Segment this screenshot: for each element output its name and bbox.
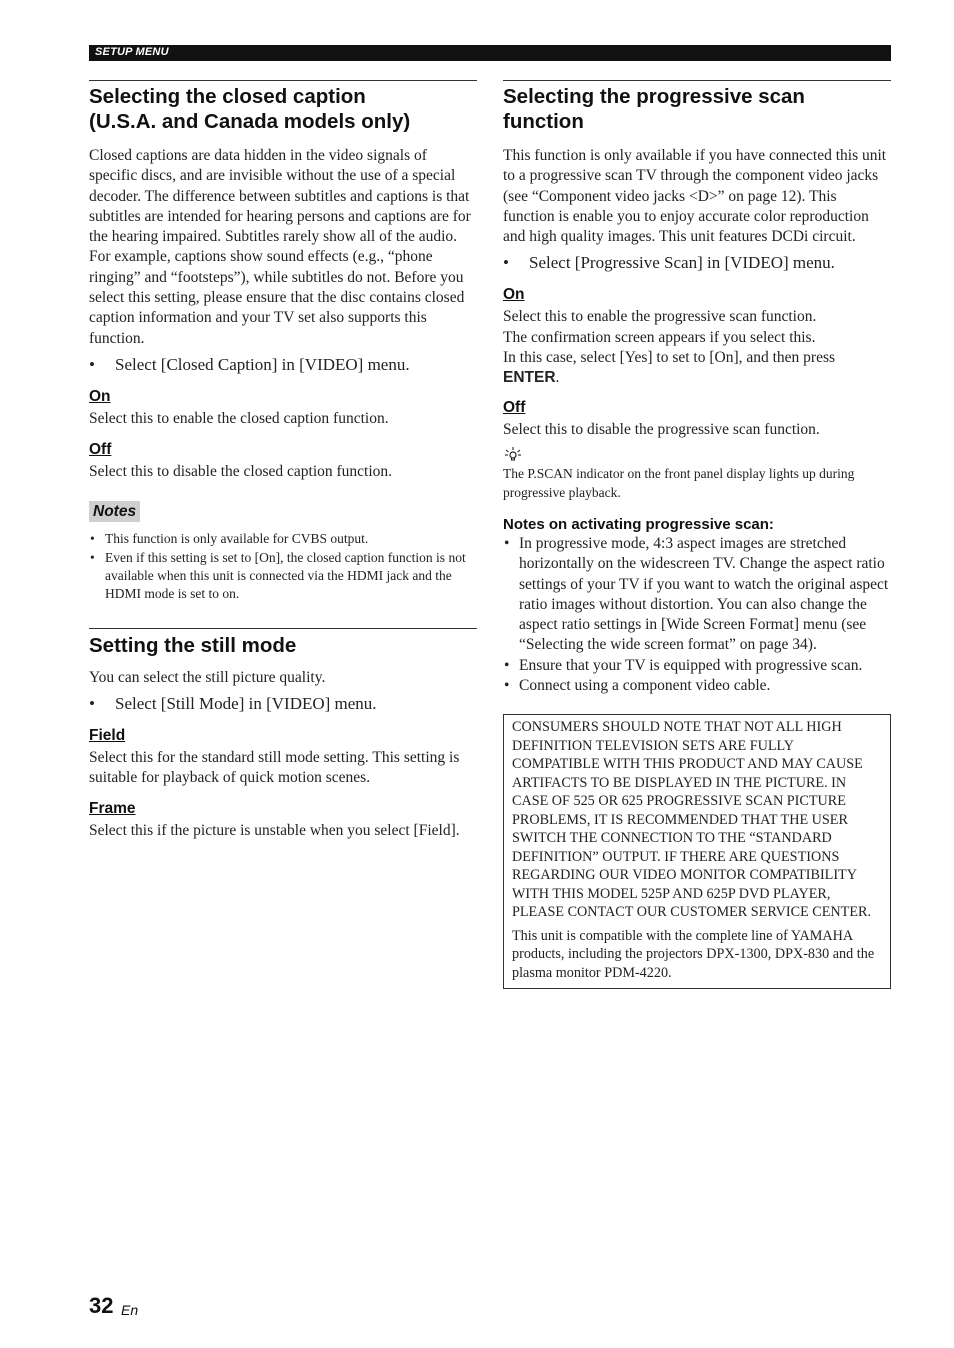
notes-label: Notes xyxy=(89,501,140,522)
still-mode-title: Setting the still mode xyxy=(89,633,297,657)
left-column xyxy=(89,80,477,842)
on-text-3: In this case, select [Yes] to set to [On], and then press xyxy=(503,349,836,367)
tip-icon xyxy=(503,446,891,462)
progressive-on-heading: On xyxy=(503,286,525,304)
field-text: Select this for the standard still mode setting. This setting is suitable for playback of quick motion scenes. xyxy=(89,748,460,787)
frame-heading: Frame xyxy=(89,800,136,818)
progressive-on-text-3 xyxy=(503,348,891,389)
frame-text: Select this if the picture is unstable when you select [Field]. xyxy=(89,822,460,840)
compatibility-notice-box xyxy=(503,714,891,989)
notes-block xyxy=(89,501,477,603)
note-text: In progressive mode, 4:3 aspect images are stretched horizontally on the widescreen TV. Change the aspect ratio settings of your TV if you want to watch the original aspect ratio images without distortion. You can also change the aspect ratio settings in [Wide Screen Format] menu (see “Selecting the wide screen format” on page 34). xyxy=(519,534,889,654)
notes-list xyxy=(89,530,477,603)
progressive-on-text-2: The confirmation screen appears if you select this. xyxy=(503,328,816,346)
on-text-period: . xyxy=(555,369,560,387)
closed-caption-on-heading: On xyxy=(89,387,111,405)
bullet-dot: • xyxy=(503,253,509,273)
bullet-dot: • xyxy=(89,354,95,374)
closed-caption-bullet xyxy=(89,354,477,376)
note-text: Connect using a component video cable. xyxy=(519,677,771,695)
bullet-dot: • xyxy=(89,693,95,713)
note-text: This function is only available for CVBS output. xyxy=(105,530,369,546)
progressive-scan-body: This function is only available if you have connected this unit to a progressive scan TV through the component video jacks (see “Component video jacks <D>” on page 12). This function is enable you to enjoy accurate color reproduction and high quality images. This unit features DCDi circuit. xyxy=(503,147,887,246)
still-mode-bullet xyxy=(89,693,477,715)
progressive-scan-title: Selecting the progressive scan function xyxy=(503,85,805,133)
note-text: Ensure that your TV is equipped with progressive scan. xyxy=(519,656,863,674)
list-item: • In progressive mode, 4:3 aspect images are stretched horizontally on the widescreen TV. Change the aspect ratio settings of your TV if you want to watch the original aspect ratio images without distortion. You can also change the aspect ratio settings in [Wide Screen Format] menu (see “Selecting the wide screen format” on page 34). xyxy=(504,534,889,654)
still-mode-intro: You can select the still picture quality. xyxy=(89,668,326,686)
closed-caption-section xyxy=(89,80,477,134)
closed-caption-bullet-text: Select [Closed Caption] in [VIDEO] menu. xyxy=(115,354,410,374)
page-number: 32 xyxy=(89,1293,114,1318)
field-heading: Field xyxy=(89,726,126,744)
progressive-notes-heading: Notes on activating progressive scan: xyxy=(503,515,774,533)
progressive-scan-section xyxy=(503,80,891,134)
note-text: Even if this setting is set to [On], the closed caption function is not available when this unit is connected via the HDMI jack and the HDMI mode is set to on. xyxy=(105,549,466,601)
list-item: • Even if this setting is set to [On], the closed caption function is not available when this unit is connected via the HDMI jack and the HDMI mode is set to on. xyxy=(90,549,466,601)
list-item: • This function is only available for CVBS output. xyxy=(90,530,369,546)
closed-caption-title: Selecting the closed caption (U.S.A. and Canada models only) xyxy=(89,85,411,133)
enter-key-label: ENTER xyxy=(503,369,556,387)
list-item: • Connect using a component video cable. xyxy=(504,677,771,695)
list-item: • Ensure that your TV is equipped with progressive scan. xyxy=(504,656,863,674)
progressive-on-text-1: Select this to enable the progressive scan function. xyxy=(503,308,817,326)
closed-caption-off-heading: Off xyxy=(89,441,112,459)
header-label: SETUP MENU xyxy=(95,46,169,58)
tip-text: The P.SCAN indicator on the front panel display lights up during progressive playback. xyxy=(503,465,855,500)
still-mode-bullet-text: Select [Still Mode] in [VIDEO] menu. xyxy=(115,693,377,713)
closed-caption-off-text: Select this to disable the closed caption function. xyxy=(89,463,393,481)
progressive-off-heading: Off xyxy=(503,398,526,416)
progressive-notes-list xyxy=(503,534,891,696)
page-language: En xyxy=(121,1302,139,1318)
progressive-scan-bullet-text: Select [Progressive Scan] in [VIDEO] menu. xyxy=(529,253,835,273)
notice-text-1: CONSUMERS SHOULD NOTE THAT NOT ALL HIGH DEFINITION TELEVISION SETS ARE FULLY COMPATIBLE WITH THIS PRODUCT AND MAY CAUSE ARTIFACTS TO BE DISPLAYED IN THE PICTURE. IN CASE OF 525 OR 625 PROGRESSIVE SCAN PICTURE PROBLEMS, IT IS RECOMMENDED THAT THE USER SWITCH THE CONNECTION TO THE “STANDARD DEFINITION” OUTPUT. IF THERE ARE QUESTIONS REGARDING OUR VIDEO MONITOR COMPATIBILITY WITH THIS MODEL 525P AND 625P DVD PLAYER, PLEASE CONTACT OUR CUSTOMER SERVICE CENTER. xyxy=(512,719,872,921)
header-bar xyxy=(89,45,891,61)
still-mode-section xyxy=(89,628,477,658)
progressive-scan-bullet xyxy=(503,252,891,274)
closed-caption-body: Closed captions are data hidden in the video signals of specific discs, and are invisible without the use of a special decoder. The difference between subtitles and captions is that subtitles are intended for hearing persons and captions are for the hearing impaired. Subtitles rarely show all of the audio. For example, captions show sound effects (e.g., “phone ringing” and “footsteps”), while subtitles do not. Before you select this setting, please ensure that the disc contains closed caption information and your TV set also supports this function. xyxy=(89,147,471,347)
progressive-off-text: Select this to disable the progressive scan function. xyxy=(503,420,820,438)
right-column xyxy=(503,80,891,989)
notice-text-2: This unit is compatible with the complete line of YAMAHA products, including the projectors DPX-1300, DPX-830 and the plasma monitor PDM-4220. xyxy=(512,927,875,981)
closed-caption-on-text: Select this to enable the closed caption function. xyxy=(89,409,389,427)
